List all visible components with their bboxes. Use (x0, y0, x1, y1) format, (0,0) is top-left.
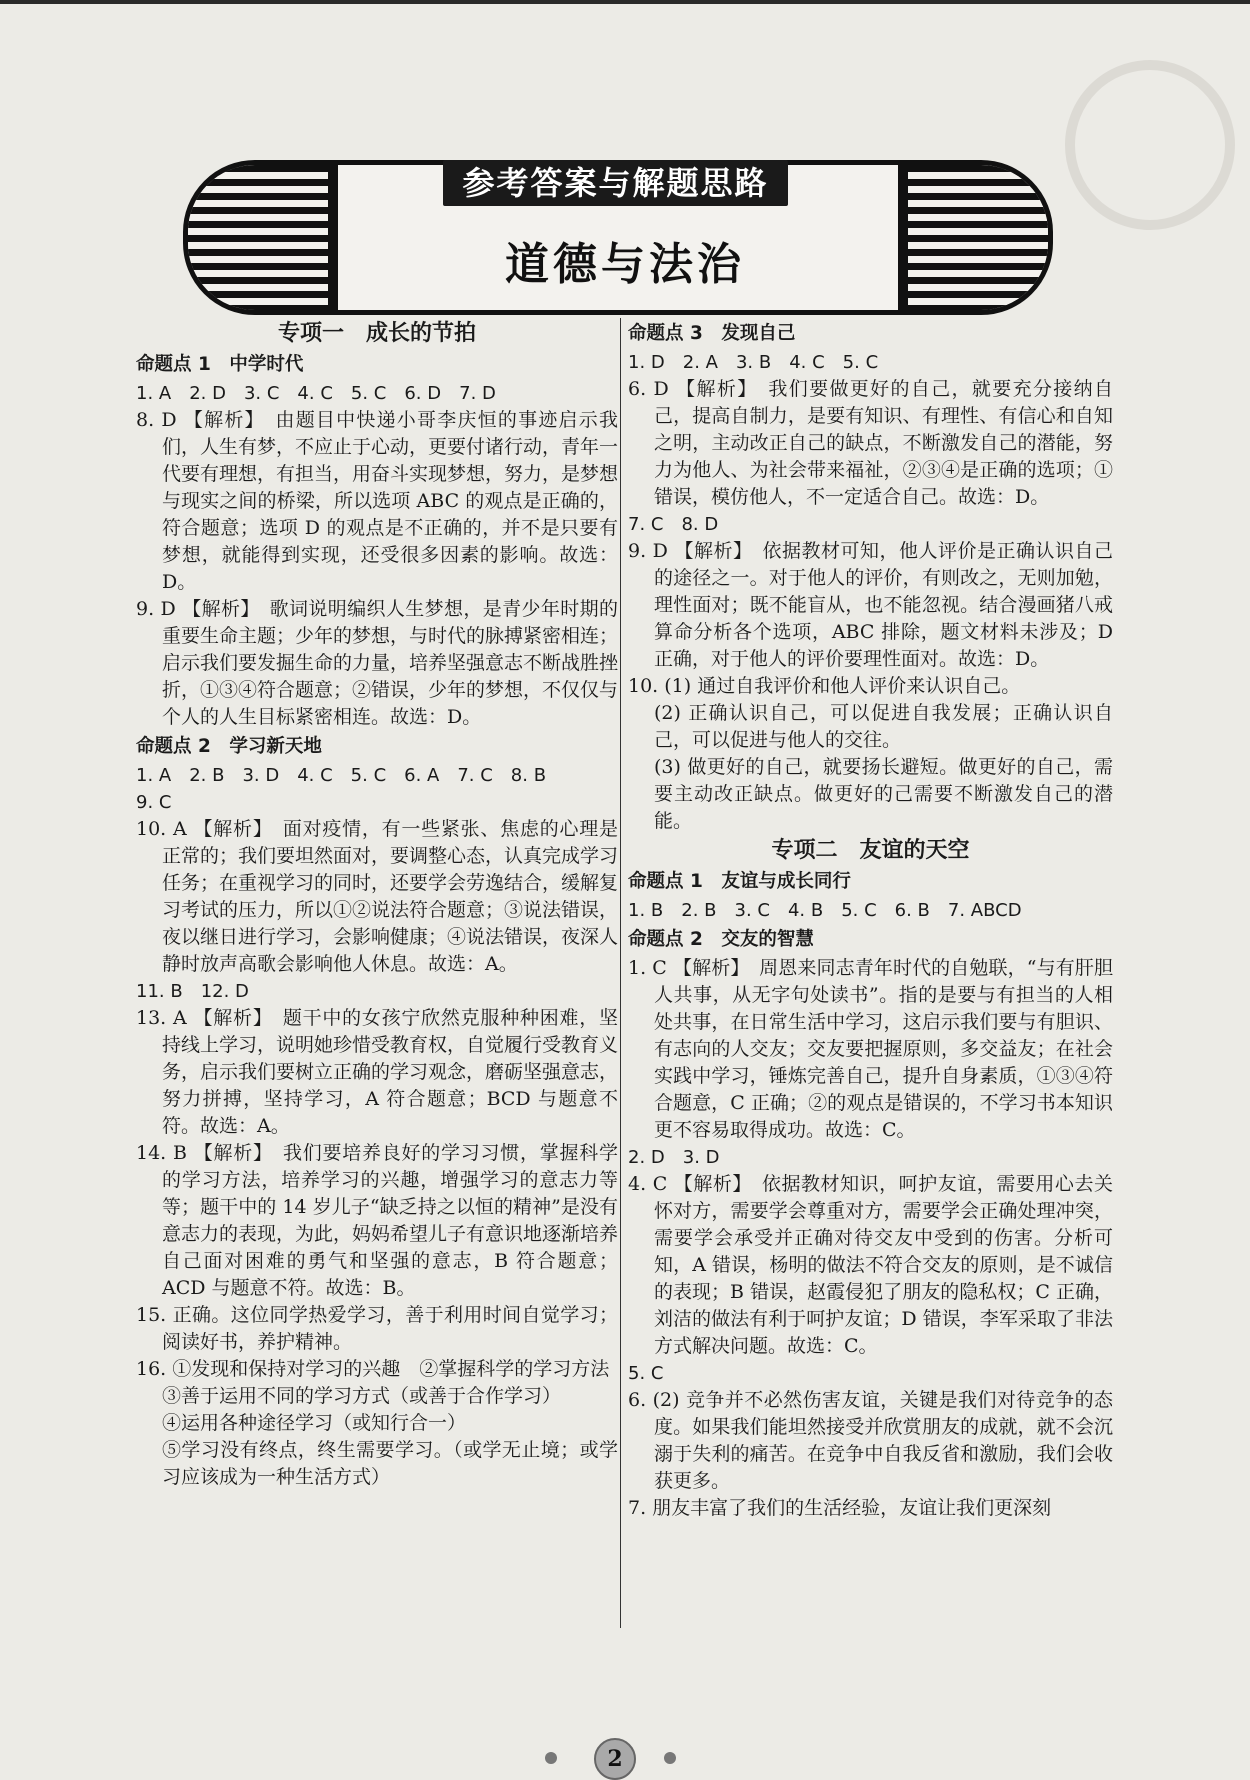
answer-item: 6. D 【解析】 我们要做更好的自己，就要充分接纳自己，提高自制力，是要有知识、有理性、有信心和自知之明，主动改正自己的缺点，不断激发自己的潜能，努力为他人、为社会带来福祉，②③④是正确的选项；①错误，模仿他人，不一定适合自己。故选：D。 (628, 378, 1113, 508)
answer-item: 10. (1) 通过自我评价和他人评价来认识自己。 (628, 675, 1021, 697)
answer-item: 1. C 【解析】 周恩来同志青年时代的自勉联，“与有肝胆人共事，从无字句处读书”。指的是要与有担当的人相处共事，在日常生活中学习，这启示我们要与有胆识、有志向的人交友；交友要把握原则，多交益友；在社会实践中学习，锤炼完善自己，提升自身素质，①③④符合题意，C 正确；②的观点是错误的，不学习书本知识更不容易取得成功。故选：C。 (628, 957, 1113, 1141)
left-column (136, 318, 618, 1491)
answer-item: 8. D 【解析】 由题目中快递小哥李庆恒的事迹启示我们，人生有梦，不应止于心动，更要付诸行动，青年一代要有理想，有担当，用奋斗实现梦想，努力，是梦想与现实之间的桥梁，所以选项 ABC 的观点是正确的，符合题意；选项 D 的观点是不正确的，并不是只要有梦想，就能得到实现，还受很多因素的影响。故选：D。 (136, 409, 619, 593)
answer-line: 1. B 2. B 3. C 4. B 5. C 6. B 7. ABCD (628, 900, 1022, 921)
column-divider (620, 318, 621, 1628)
answer-subitem: ③善于运用不同的学习方式（或善于合作学习） (162, 1385, 562, 1407)
answer-subitem: ⑤学习没有终点，终生需要学习。（或学无止境；或学习应该成为一种生活方式） (162, 1439, 618, 1488)
answer-item: 6. (2) 竞争并不必然伤害友谊，关键是我们对待竞争的态度。如果我们能坦然接受并欣赏朋友的成就，就不会沉溺于失利的痛苦。在竞争中自我反省和激励，我们会收获更多。 (628, 1389, 1113, 1492)
dot-icon (545, 1752, 557, 1764)
answer-item: 4. C 【解析】 依据教材知识，呵护友谊，需要用心去关怀对方，需要学会尊重对方，需要学会正确处理冲突，需要学会承受并正确对待交友中受到的伤害。分析可知，A 错误，杨明的做法不符合交友的原则，是不诚信的表现；B 错误，赵霞侵犯了朋友的隐私权；C 正确，刘洁的做法有利于呵护友谊；D 错误，李军采取了非法方式解决问题。故选：C。 (628, 1173, 1113, 1357)
answer-item: 9. D 【解析】 歌词说明编织人生梦想，是青少年时期的重要生命主题；少年的梦想，与时代的脉搏紧密相连；启示我们要发掘生命的力量，培养坚强意志不断战胜挫折，①③④符合题意；②错误，少年的梦想，不仅仅与个人的人生目标紧密相连。故选：D。 (136, 598, 619, 728)
answer-line: 1. A 2. B 3. D 4. C 5. C 6. A 7. C 8. B (136, 765, 547, 786)
answer-line: 11. B 12. D (136, 981, 249, 1002)
background-logo-icon (1065, 60, 1235, 230)
answer-item: 7. 朋友丰富了我们的生活经验，友谊让我们更深刻 (628, 1497, 1052, 1519)
answer-item: 15. 正确。这位同学热爱学习，善于利用时间自觉学习；阅读好书，养护精神。 (136, 1304, 618, 1353)
topic-title: 命题点 2 学习新天地 (136, 736, 322, 757)
right-column (628, 318, 1113, 1522)
topic-title: 命题点 3 发现自己 (628, 323, 796, 344)
answer-line: 1. A 2. D 3. C 4. C 5. C 6. D 7. D (136, 383, 496, 404)
section-title: 专项二 友谊的天空 (771, 838, 970, 863)
section-title: 专项一 成长的节拍 (277, 321, 476, 346)
answer-line: 7. C 8. D (628, 514, 719, 535)
answer-line: 1. D 2. A 3. B 4. C 5. C (628, 352, 879, 373)
answer-subitem: (2) 正确认识自己，可以促进自我发展；正确认识自己，可以促进与他人的交往。 (654, 702, 1113, 751)
answer-item: 14. B 【解析】 我们要培养良好的学习习惯，掌握科学的学习方法，培养学习的兴趣，增强学习的意志力等等；题干中的 14 岁儿子“缺乏持之以恒的精神”是没有意志力的表现，为此，妈妈希望儿子有意识地逐渐培养自己面对困难的勇气和坚强的意志，B 符合题意；ACD 与题意不符。故选：B。 (136, 1142, 619, 1299)
answer-subitem: ④运用各种途径学习（或知行合一） (162, 1412, 467, 1434)
banner-title: 参考答案与解题思路 (443, 160, 788, 206)
answer-item: 13. A 【解析】 题干中的女孩宁欣然克服种种困难，坚持线上学习，说明她珍惜受教育权，自觉履行受教育义务，启示我们要树立正确的学习观念，磨砺坚强意志，努力拼搏，坚持学习，A 符合题意；BCD 与题意不符。故选：A。 (136, 1007, 619, 1137)
answer-item: 9. D 【解析】 依据教材可知，他人评价是正确认识自己的途径之一。对于他人的评价，有则改之，无则加勉，理性面对；既不能盲从，也不能忽视。结合漫画猪八戒算命分析各个选项，ABC 排除，题文材料未涉及；D 正确，对于他人的评价要理性面对。故选：D。 (628, 540, 1113, 670)
page-number: 2 (594, 1738, 636, 1780)
answer-line: 2. D 3. D (628, 1147, 720, 1168)
dot-icon (664, 1752, 676, 1764)
topic-title: 命题点 2 交友的智慧 (628, 929, 814, 950)
answer-line: 9. C (136, 792, 172, 813)
topic-title: 命题点 1 友谊与成长同行 (628, 871, 851, 892)
answer-subitem: (3) 做更好的自己，就要扬长避短。做更好的自己，需要主动改正缺点。做更好的己需要不断激发自己的潜能。 (654, 756, 1113, 832)
top-rule (0, 0, 1250, 4)
answer-item: 16. ①发现和保持对学习的兴趣 ②掌握科学的学习方法 (136, 1358, 610, 1380)
page-footer (0, 1738, 1250, 1778)
subject-title: 道德与法治 (505, 239, 745, 290)
topic-title: 命题点 1 中学时代 (136, 354, 304, 375)
answer-item: 10. A 【解析】 面对疫情，有一些紧张、焦虑的心理是正常的；我们要坦然面对，要调整心态，认真完成学习任务；在重视学习的同时，还要学会劳逸结合，缓解复习考试的压力，所以①②说法符合题意；③说法错误，夜以继日进行学习，会影响健康；④说法错误，夜深人静时放声高歌会影响他人休息。故选：A。 (136, 818, 619, 975)
answer-line: 5. C (628, 1363, 664, 1384)
